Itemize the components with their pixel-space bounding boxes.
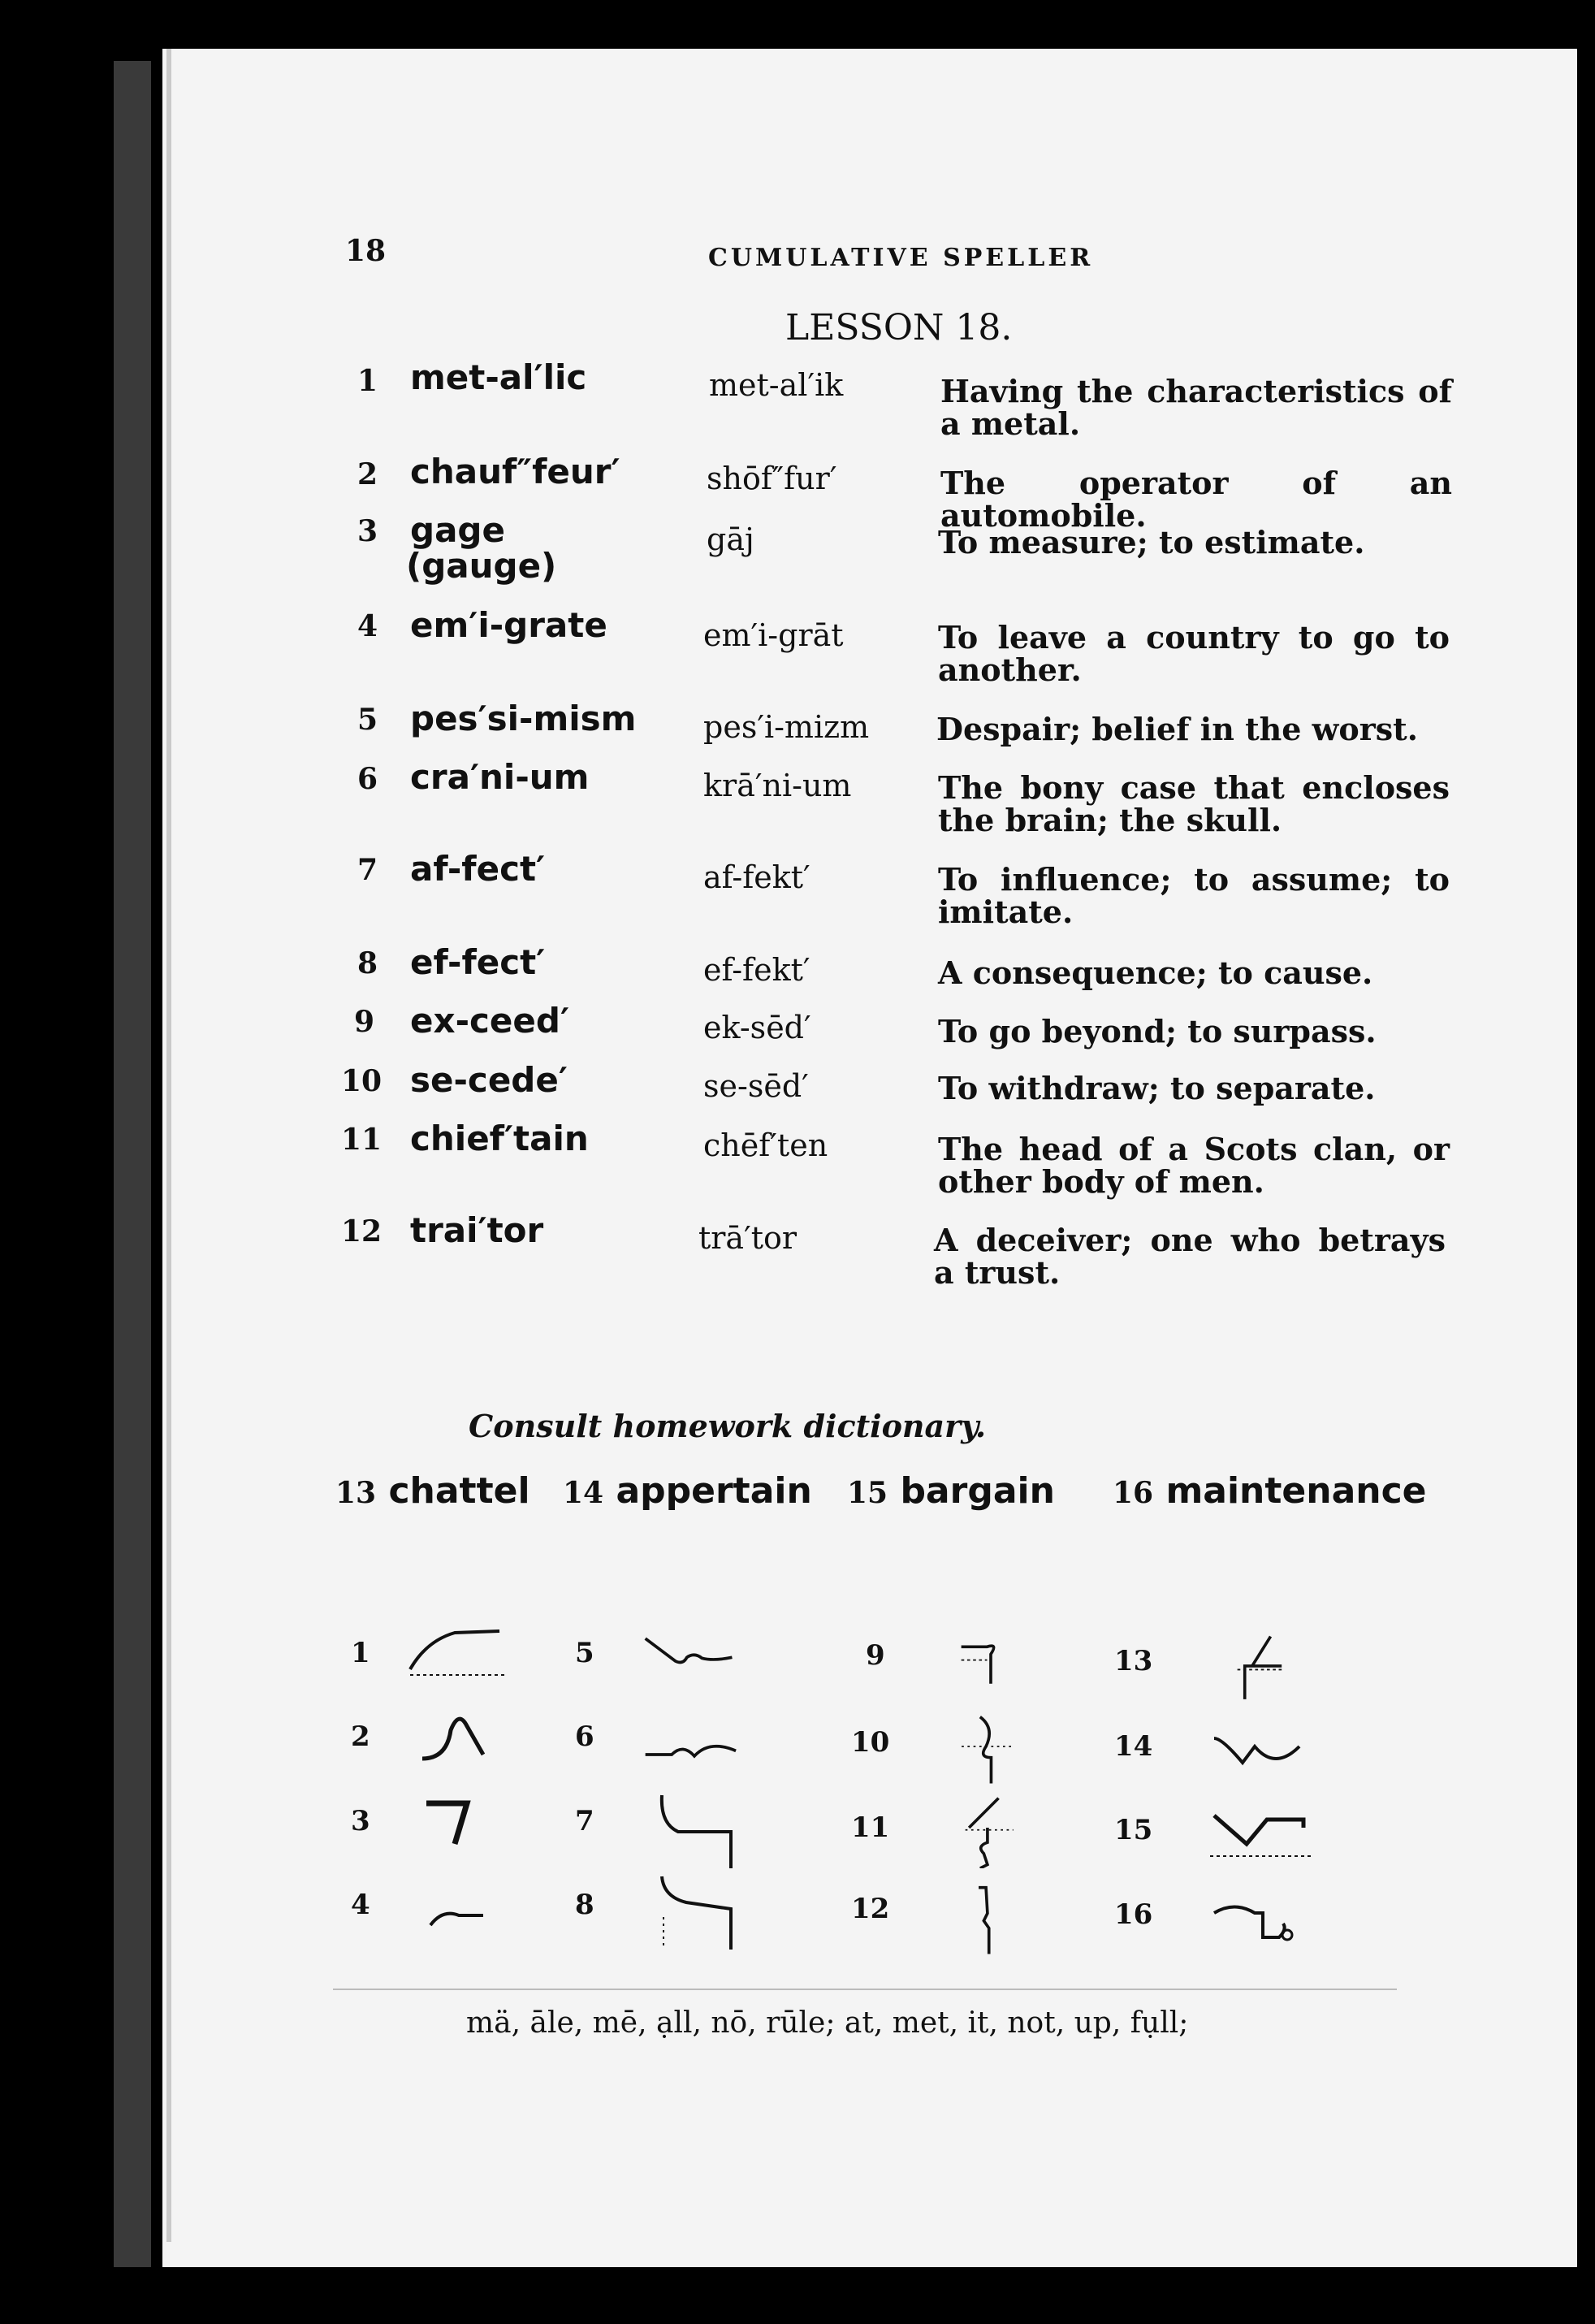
shorthand-number: 6 — [575, 1720, 594, 1753]
shorthand-number: 9 — [866, 1639, 885, 1672]
entry-word-variant: (gauge) — [406, 546, 557, 586]
review-number: 16 — [1113, 1476, 1154, 1510]
entry-pronunciation: gāj — [707, 521, 754, 557]
shorthand-outline-1 — [406, 1616, 512, 1698]
entry-definition: To leave a country to go to another. — [938, 619, 1450, 688]
entry-definition: To go beyond; to surpass. — [938, 1013, 1377, 1049]
entry-word: chief′tain — [410, 1119, 589, 1158]
review-number: 14 — [563, 1476, 604, 1510]
entry-word: met-al′lic — [410, 357, 587, 397]
entry-number: 1 — [357, 364, 378, 398]
entry-definition: The bony case that encloses the brain; the skull. — [938, 769, 1450, 838]
shorthand-outline-5 — [642, 1621, 747, 1702]
entry-word: cra′ni-um — [410, 757, 590, 797]
shorthand-number: 13 — [1114, 1645, 1153, 1677]
entry-word: ef-fect′ — [410, 942, 546, 982]
shorthand-number: 1 — [351, 1637, 370, 1669]
entry-definition: To measure; to estimate. — [938, 524, 1365, 560]
entry-number: 6 — [357, 762, 378, 796]
shorthand-outline-3 — [422, 1791, 528, 1872]
page-edge — [166, 49, 171, 2242]
review-word: bargain — [900, 1470, 1055, 1512]
entry-number: 2 — [357, 457, 378, 491]
entry-definition: The operator of an automobile. — [940, 465, 1452, 534]
shorthand-outline-7 — [654, 1787, 759, 1868]
entry-pronunciation: trā′tor — [698, 1220, 798, 1256]
entry-word: pes′si-mism — [410, 699, 637, 738]
shorthand-outline-14 — [1210, 1718, 1316, 1799]
entry-definition: To influence; to assume; to imitate. — [938, 861, 1450, 930]
entry-definition: A consequence; to cause. — [938, 954, 1373, 991]
review-word-15 — [847, 1470, 1055, 1512]
entry-number: 3 — [357, 514, 378, 548]
shorthand-number: 8 — [575, 1889, 594, 1921]
shorthand-outline-11 — [942, 1787, 1048, 1868]
entry-definition: Having the characteristics of a metal. — [940, 373, 1452, 442]
entry-pronunciation: krā′ni-um — [703, 768, 852, 803]
shorthand-outline-10 — [942, 1706, 1048, 1787]
shorthand-outline-12 — [942, 1876, 1048, 1958]
entry-pronunciation: se-sēd′ — [703, 1068, 809, 1104]
lesson-title: LESSON 18. — [785, 307, 1013, 348]
scan-border-top — [0, 0, 1595, 49]
shorthand-number: 11 — [851, 1811, 890, 1844]
shorthand-outline-2 — [414, 1702, 520, 1783]
entry-word: chauf″feur′ — [410, 452, 620, 491]
entry-definition: Despair; belief in the worst. — [936, 711, 1418, 747]
entry-word: af-fect′ — [410, 849, 546, 889]
page-number: 18 — [345, 234, 387, 268]
shorthand-outline-13 — [1214, 1633, 1320, 1714]
entry-number: 10 — [341, 1064, 383, 1098]
entry-word: em′i-grate — [410, 605, 607, 645]
entry-pronunciation: af-fekt′ — [703, 859, 810, 895]
entry-word: gage — [410, 510, 505, 550]
entry-word: trai′tor — [410, 1210, 544, 1250]
entry-word: ex-ceed′ — [410, 1001, 570, 1041]
book-spine — [114, 61, 151, 2270]
entry-pronunciation: ef-fekt′ — [703, 952, 810, 988]
footer-rule — [333, 1989, 1397, 1990]
review-word-13 — [335, 1470, 530, 1512]
entry-pronunciation: chēf′ten — [703, 1127, 828, 1163]
shorthand-number: 16 — [1114, 1898, 1153, 1931]
shorthand-number: 4 — [351, 1889, 370, 1921]
review-word: chattel — [388, 1470, 530, 1512]
pronunciation-key: mä, āle, mē, ạll, nō, rūle; at, met, it, not, up, fụll; — [466, 2006, 1189, 2040]
review-word: appertain — [616, 1470, 812, 1512]
shorthand-outline-6 — [642, 1714, 747, 1795]
entry-definition: To withdraw; to separate. — [938, 1070, 1376, 1106]
entry-pronunciation: ek-sēd′ — [703, 1010, 811, 1045]
scan-border-right — [1577, 0, 1595, 2324]
review-word-14 — [563, 1470, 812, 1512]
consult-note: Consult homework dictionary. — [469, 1408, 987, 1444]
shorthand-number: 14 — [1114, 1730, 1153, 1763]
entry-pronunciation: em′i-grāt — [703, 617, 844, 653]
entry-pronunciation: shōf″fur′ — [707, 461, 837, 496]
shorthand-number: 10 — [851, 1726, 890, 1759]
shorthand-outline-9 — [938, 1625, 1044, 1706]
review-word-16 — [1113, 1470, 1427, 1512]
shorthand-outline-8 — [654, 1868, 759, 1950]
entry-number: 7 — [357, 853, 378, 887]
entry-pronunciation: met-al′ik — [709, 367, 844, 403]
entry-pronunciation: pes′i-mizm — [703, 709, 870, 745]
shorthand-number: 3 — [351, 1805, 370, 1837]
scan-border-bottom — [0, 2267, 1595, 2324]
review-number: 13 — [335, 1476, 377, 1510]
entry-word: se-cede′ — [410, 1060, 568, 1100]
review-number: 15 — [847, 1476, 888, 1510]
entry-number: 9 — [354, 1005, 375, 1039]
entry-definition: A deceiver; one who betrays a trust. — [934, 1222, 1446, 1291]
entry-definition: The head of a Scots clan, or other body of men. — [938, 1131, 1450, 1200]
entry-number: 4 — [357, 609, 378, 643]
shorthand-outline-16 — [1210, 1885, 1316, 1966]
shorthand-number: 15 — [1114, 1814, 1153, 1846]
shorthand-number: 2 — [351, 1720, 370, 1753]
shorthand-outline-15 — [1210, 1799, 1316, 1880]
review-word: maintenance — [1165, 1470, 1427, 1512]
shorthand-outline-4 — [426, 1876, 532, 1958]
running-head: CUMULATIVE SPELLER — [708, 244, 1094, 272]
entry-number: 8 — [357, 946, 378, 980]
shorthand-number: 12 — [851, 1893, 890, 1925]
entry-number: 12 — [341, 1214, 383, 1249]
shorthand-number: 7 — [575, 1805, 594, 1837]
entry-number: 11 — [341, 1123, 383, 1157]
entry-number: 5 — [357, 703, 378, 737]
shorthand-number: 5 — [575, 1637, 594, 1669]
